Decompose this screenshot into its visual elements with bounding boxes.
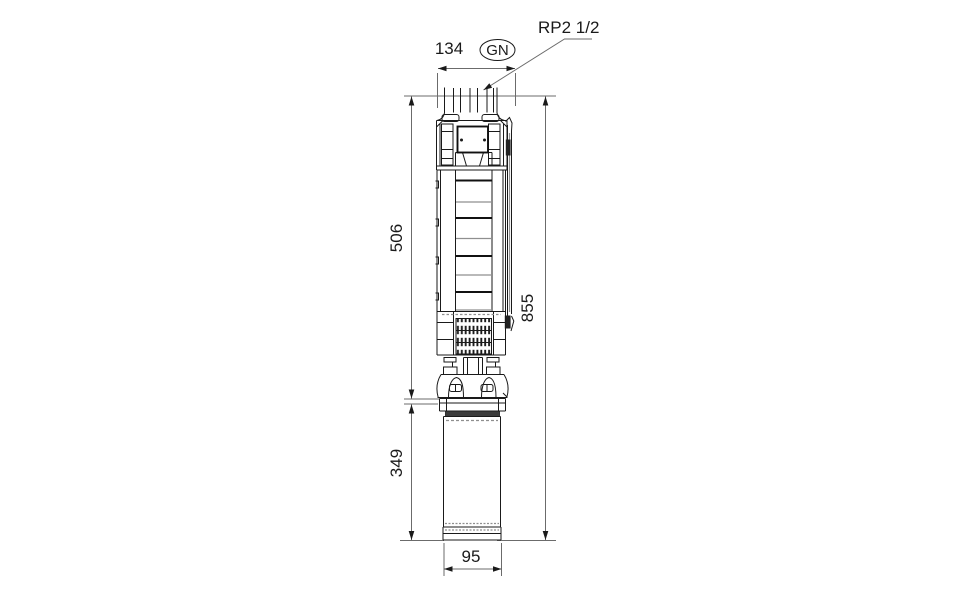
interconnector-bolts xyxy=(444,358,501,375)
valve-pin-right xyxy=(483,139,486,142)
interconnector-body xyxy=(437,375,508,398)
thread-leader-arrow xyxy=(484,83,493,90)
pump-head xyxy=(437,121,508,171)
dim-855-arrow-bottom xyxy=(543,531,549,540)
chamber-sleeve xyxy=(437,170,506,312)
dim-855-arrow-top xyxy=(543,97,549,106)
dim-134-label: 134 xyxy=(434,39,464,58)
dim-95-arrow-left xyxy=(444,566,453,571)
thread-connection-label: RP2 1/2 xyxy=(538,18,600,37)
motor-body xyxy=(443,417,501,541)
dim-349-label: 349 xyxy=(387,448,406,478)
dim-95-arrow-right xyxy=(493,566,502,571)
dim-506-arrow-top xyxy=(409,97,415,106)
dim-349-arrow-top xyxy=(409,405,415,414)
dim-134-arrow-left xyxy=(438,66,447,71)
dim-855-label: 855 xyxy=(518,293,537,323)
dim-506-arrow-bottom xyxy=(409,390,415,399)
gn-badge-label: GN xyxy=(486,42,509,59)
dim-349-arrow-bottom xyxy=(409,531,415,540)
motor-splined-band xyxy=(446,411,500,417)
strainer-slots-row-3 xyxy=(456,343,492,355)
pump-outline xyxy=(436,88,514,541)
cable-guard-clip-top xyxy=(506,140,511,156)
strainer-slots-row-1 xyxy=(456,319,492,331)
discharge-thread xyxy=(437,88,505,121)
valve-pin-left xyxy=(460,139,463,142)
motor-flange xyxy=(440,399,506,412)
dim-95-label: 95 xyxy=(461,547,481,566)
dimension-lines xyxy=(400,39,592,576)
strainer-slots-row-2 xyxy=(456,331,492,343)
dim-506-label: 506 xyxy=(387,223,406,253)
